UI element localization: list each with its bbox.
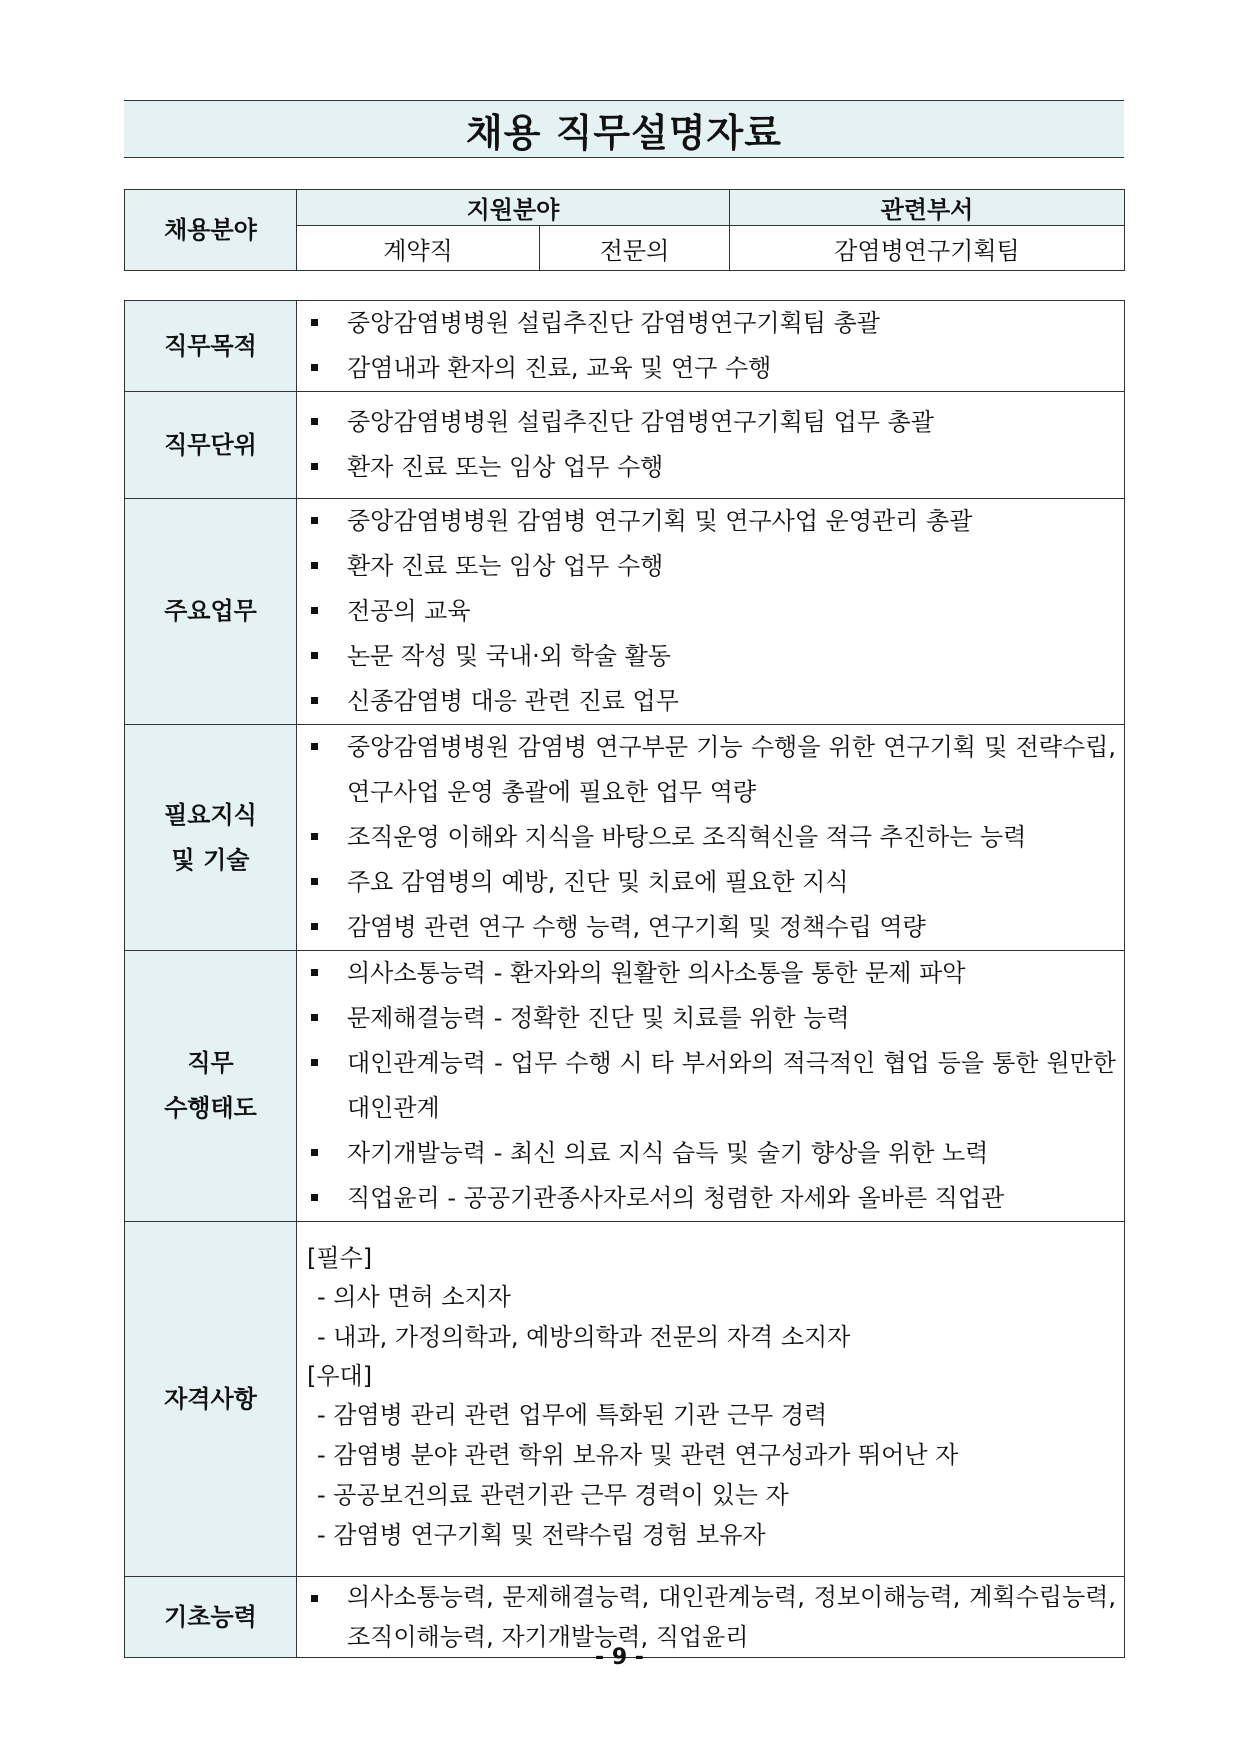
list-item: 감염내과 환자의 진료, 교육 및 연구 수행 <box>307 346 1116 391</box>
list-item: 감염병 관련 연구 수행 능력, 연구기획 및 정책수립 역량 <box>307 905 1116 950</box>
page-title: 채용 직무설명자료 <box>124 100 1124 158</box>
dept-header: 관련부서 <box>730 190 1125 226</box>
list-item: - 감염병 연구기획 및 전략수립 경험 보유자 <box>317 1521 766 1549</box>
skills-label-line1: 필요지식 <box>164 800 257 829</box>
list-item: 조직운영 이해와 지식을 바탕으로 조직혁신을 적극 추진하는 능력 <box>307 815 1116 860</box>
list-item: 문제해결능력 - 정확한 진단 및 치료를 위한 능력 <box>307 996 1116 1041</box>
list-item: - 의사 면허 소지자 <box>317 1283 511 1311</box>
purpose-content <box>297 301 1125 392</box>
duties-label: 주요업무 <box>125 499 297 725</box>
apply-header: 지원분야 <box>297 190 730 226</box>
preferred-header: [우대] <box>307 1362 373 1390</box>
qual-content <box>297 1222 1125 1577</box>
list-item: 대인관계능력 - 업무 수행 시 타 부서와의 적극적인 협업 등을 통한 원만한 대인관계 <box>307 1041 1116 1131</box>
list-item: 환자 진료 또는 임상 업무 수행 <box>307 544 1116 589</box>
purpose-label: 직무목적 <box>125 301 297 392</box>
list-item: - 공공보건의료 관련기관 근무 경력이 있는 자 <box>317 1481 789 1509</box>
list-item: - 내과, 가정의학과, 예방의학과 전문의 자격 소지자 <box>317 1323 851 1351</box>
list-item: 신종감염병 대응 관련 진료 업무 <box>307 679 1116 724</box>
list-item: 논문 작성 및 국내·외 학술 활동 <box>307 634 1116 679</box>
list-item: 중앙감염병병원 감염병 연구기획 및 연구사업 운영관리 총괄 <box>307 499 1116 544</box>
skills-label <box>125 725 297 951</box>
attitude-label-line1: 직무 <box>187 1049 234 1077</box>
list-item: 의사소통능력 - 환자와의 원활한 의사소통을 통한 문제 파악 <box>307 951 1116 996</box>
skills-content <box>297 725 1125 951</box>
list-item: 중앙감염병병원 감염병 연구부문 기능 수행을 위한 연구기획 및 전략수립, 연구사업 운영 총괄에 필요한 업무 역량 <box>307 725 1116 815</box>
qual-label: 자격사항 <box>125 1222 297 1577</box>
position: 전문의 <box>540 226 730 271</box>
attitude-content <box>297 951 1125 1222</box>
list-item: 환자 진료 또는 임상 업무 수행 <box>307 445 1116 490</box>
department: 감염병연구기획팀 <box>730 226 1125 271</box>
list-item: 의사소통능력, 문제해결능력, 대인관계능력, 정보이해능력, 계획수립능력, 조직이해능력, 자기개발능력, 직업윤리 <box>307 1577 1116 1657</box>
list-item: 전공의 교육 <box>307 589 1116 634</box>
list-item: - 감염병 분야 관련 학위 보유자 및 관련 연구성과가 뛰어난 자 <box>317 1441 959 1469</box>
attitude-label-line2: 수행태도 <box>164 1094 257 1122</box>
unit-label: 직무단위 <box>125 392 297 499</box>
recruit-label: 채용분야 <box>125 190 297 271</box>
list-item: 중앙감염병병원 설립추진단 감염병연구기획팀 총괄 <box>307 301 1116 346</box>
required-header: [필수] <box>307 1244 373 1272</box>
list-item: 주요 감염병의 예방, 진단 및 치료에 필요한 지식 <box>307 860 1116 905</box>
duties-content <box>297 499 1125 725</box>
page-number: - 9 - <box>595 1645 644 1670</box>
list-item: - 감염병 관리 관련 업무에 특화된 기관 근무 경력 <box>317 1401 828 1429</box>
skills-label-line2: 및 기술 <box>171 845 250 874</box>
attitude-label <box>125 951 297 1222</box>
basic-label: 기초능력 <box>125 1577 297 1658</box>
job-description-table <box>124 300 1125 1658</box>
list-item: 직업윤리 - 공공기관종사자로서의 청렴한 자세와 올바른 직업관 <box>307 1176 1116 1221</box>
list-item: 자기개발능력 - 최신 의료 지식 습득 및 술기 향상을 위한 노력 <box>307 1131 1116 1176</box>
employment-type: 계약직 <box>297 226 540 271</box>
list-item: 중앙감염병병원 설립추진단 감염병연구기획팀 업무 총괄 <box>307 400 1116 445</box>
recruit-table <box>124 189 1125 271</box>
unit-content <box>297 392 1125 499</box>
